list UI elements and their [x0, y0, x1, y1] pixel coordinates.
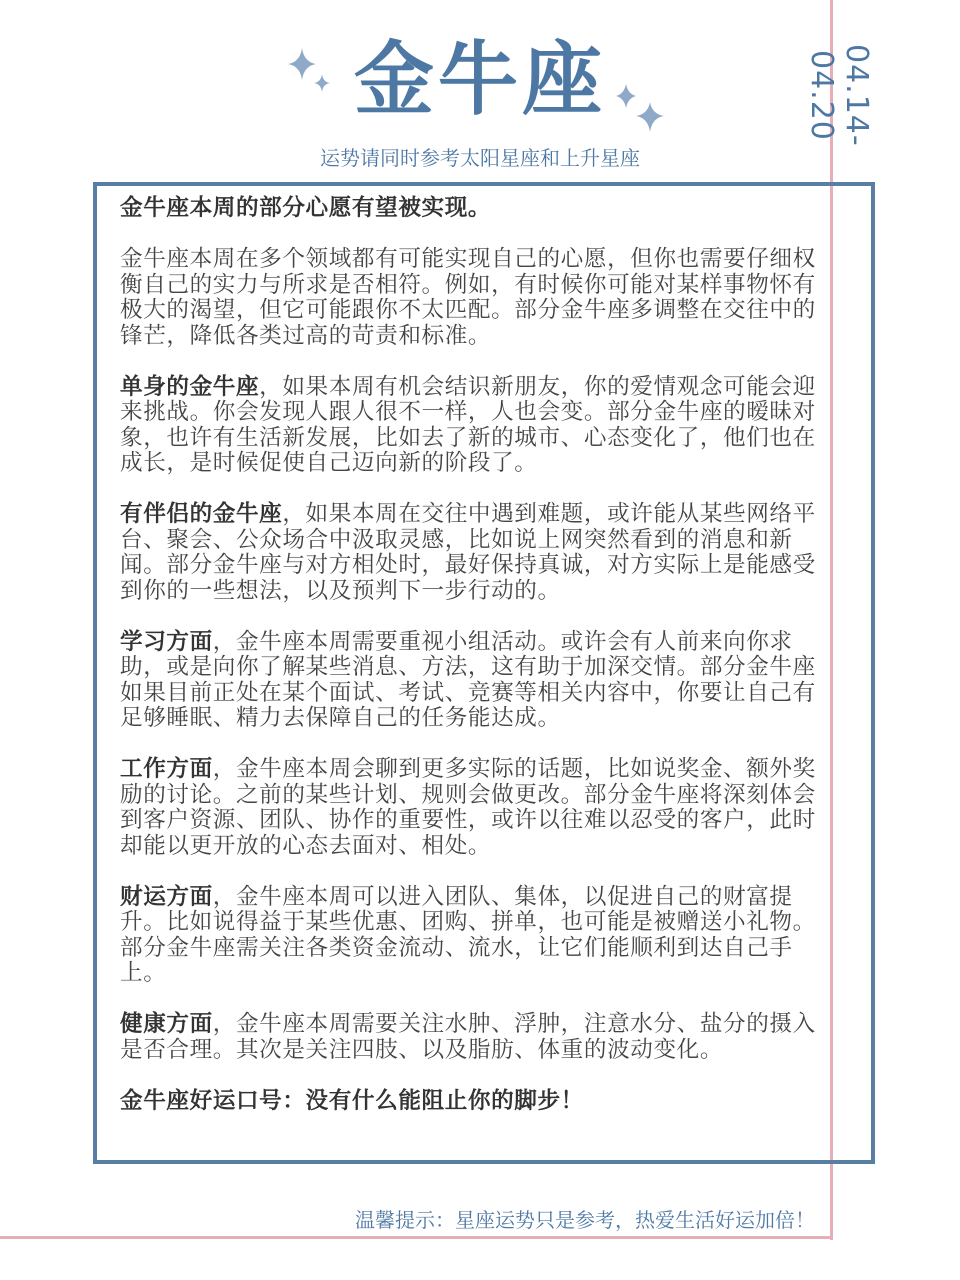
section-label: 财运方面 [120, 883, 213, 910]
page-title: 金牛座 [354, 33, 606, 126]
section-label: 工作方面 [120, 756, 213, 782]
section-label: 健康方面 [120, 1011, 213, 1037]
subtitle: 运势请同时参考太阳星座和上升星座 [320, 146, 640, 170]
date-range: 04.14-04.20 [804, 43, 874, 147]
section-wealth [120, 885, 820, 987]
section-label: 学习方面 [120, 628, 213, 655]
intro-paragraph: 金牛座本周在多个领域都有可能实现自己的心愿，但你也需要仔细权衡自己的实力与所求是否相符。例如，有时候你可能对某样事物怀有极大的渴望，但它可能跟你不太匹配。部分金牛座多调整在交往中的锋芒，降低各类过高的苛责和标准。 [120, 246, 816, 349]
section-work [120, 757, 820, 859]
section-text: ，金牛座本周会聊到更多实际的话题，比如说奖金、额外奖励的讨论。之前的某些计划、规则会做更改。部分金牛座将深刻体会到客户资源、团队、协作的重要性，或许以往难以忍受的客户，此时却能以更开放的心态去面对、相处。 [120, 756, 816, 859]
section-text: ，金牛座本周需要关注水肿、浮肿，注意水分、盐分的摄入是否合理。其次是关注四肢、以及脂肪、体重的波动变化。 [120, 1011, 816, 1063]
section-text: ，金牛座本周需要重视小组活动。或许会有人前来向你求助，或是向你了解某些消息、方法，这有助于加深交情。部分金牛座如果目前正处在某个面试、考试、竞赛等相关内容中，你要让自己有足够睡眠、精力去保障自己的任务能达成。 [120, 628, 816, 731]
section-text: ，金牛座本周可以进入团队、集体，以促进自己的财富提升。比如说得益于某些优惠、团购、拼单，也可能是被赠送小礼物。部分金牛座需关注各类资金流动、流水，让它们能顺利到达自己手上。 [120, 883, 816, 986]
section-health [120, 1012, 820, 1063]
section-single [120, 375, 820, 477]
lucky-slogan: 金牛座好运口号：没有什么能阻止你的脚步！ [120, 1087, 584, 1114]
section-label: 有伴侣的金牛座 [120, 501, 283, 527]
section-text: ，如果本周有机会结识新朋友，你的爱情观念可能会迎来挑战。你会发现人跟人很不一样，人也会变。部分金牛座的暧昧对象，也许有生活新发展，比如去了新的城市、心态变化了，他们也在成长，是时候促使自己迈向新的阶段了。 [120, 373, 816, 476]
footer-tip: 温馨提示：星座运势只是参考，热爱生活好运加倍！ [355, 1208, 815, 1232]
section-label: 单身的金牛座 [120, 373, 260, 400]
headline: 金牛座本周的部分心愿有望被实现。 [120, 195, 492, 221]
section-study [120, 630, 820, 732]
section-partnered [120, 502, 820, 604]
section-text: ，如果本周在交往中遇到难题，或许能从某些网络平台、聚会、公众场合中汲取灵感，比如说上网突然看到的消息和新闻。部分金牛座与对方相处时，最好保持真诚，对方实际上是能感受到你的一些想法，以及预判下一步行动的。 [120, 501, 816, 604]
pink-horizontal-line [0, 1236, 833, 1239]
horoscope-content [120, 196, 820, 1140]
